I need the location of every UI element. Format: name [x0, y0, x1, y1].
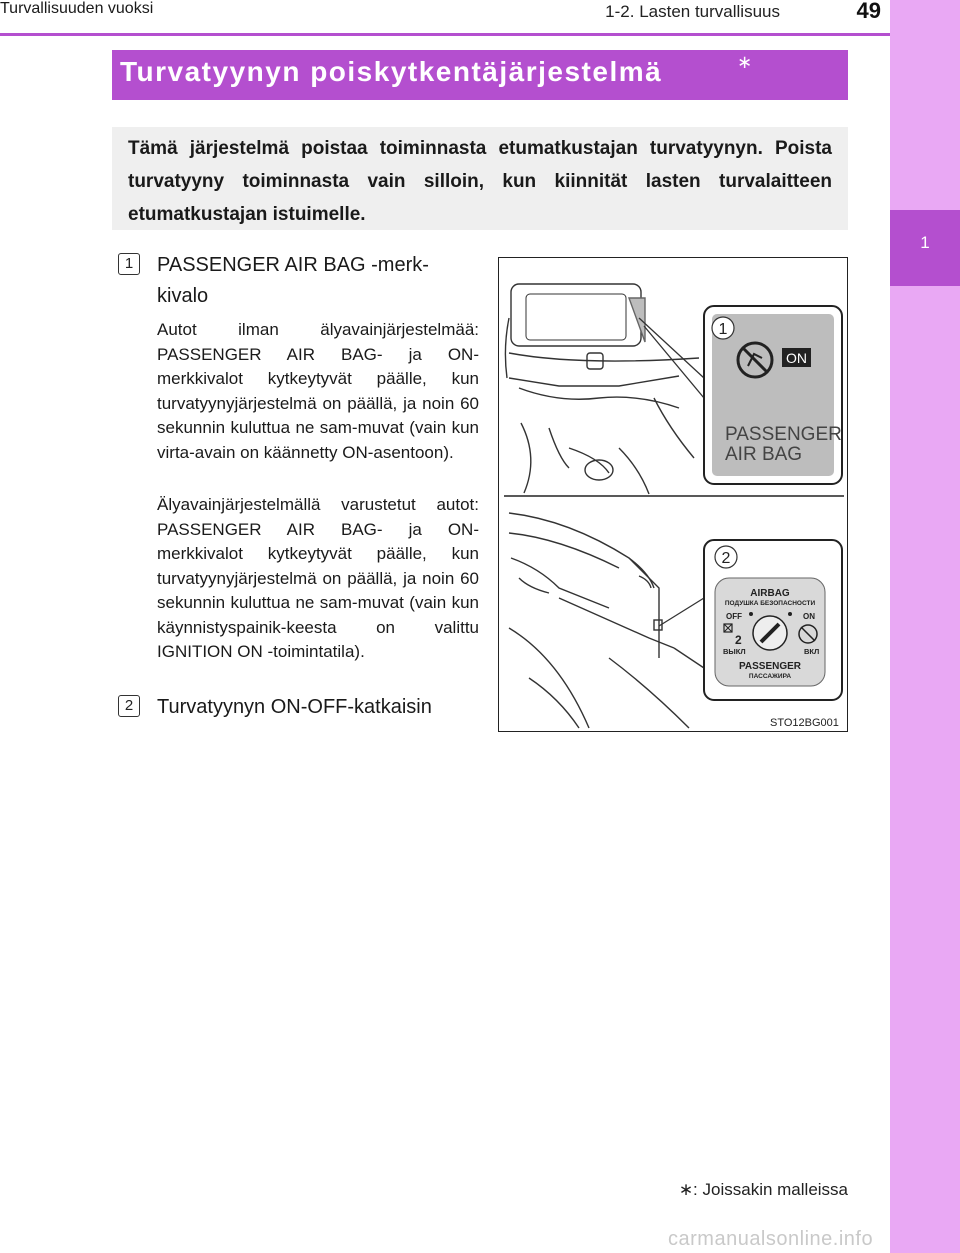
switch-key-number: 2 [735, 633, 742, 647]
item-title: Turvatyynyn ON-OFF-katkaisin [157, 696, 432, 718]
switch-title: AIRBAG [750, 588, 790, 599]
page-number: 49 [856, 0, 881, 23]
intro-text: Tämä järjestelmä poistaa toiminnasta etumatkustajan turvatyynyn. Poista turvatyyny toiminnasta vain silloin, kun kiinnität lasten turvalaitteen etumatkustajan istuimelle. [128, 138, 832, 225]
chapter-side-tab [890, 0, 960, 1253]
footnote: ∗: Joissakin malleissa [678, 1180, 848, 1199]
switch-off-ru-label: ВЫКЛ [723, 647, 746, 656]
item-number-badge: 2 [118, 695, 140, 717]
illustration-drawing [499, 258, 849, 733]
section-header: 1-2. Lasten turvallisuus [605, 2, 780, 21]
switch-passenger-label: PASSENGER [738, 661, 802, 672]
figure-caption: STO12BG001 [770, 717, 839, 729]
item-paragraph: Autot ilman älyavainjärjestelmää: PASSENGER AIR BAG- ja ON-merkkivalot kytkeytyvät päälle, kun turvatyynyjärjestelmä on päällä, ja noin 60 sekunnin kuluttua ne sam-muvat (vain kun virta-avain on käännetty ON-asentoon). [157, 320, 479, 462]
watermark: carmanualsonline.info [668, 1228, 874, 1250]
switch-title-ru: ПОДУШКА БЕЗОПАСНОСТИ [724, 600, 816, 607]
switch-on-ru-label: ВКЛ [804, 647, 820, 656]
switch-passenger-ru-label: ПАССАЖИРА [748, 673, 792, 680]
switch-on-label: ON [803, 612, 815, 621]
callout-2-number: 2 [721, 550, 731, 567]
chapter-number: 1 [920, 233, 930, 252]
item-title: PASSENGER AIR BAG -merk-kivalo [157, 254, 429, 307]
indicator-label-line1: PASSENGER [725, 424, 842, 445]
title-footnote-marker: ∗ [737, 52, 753, 72]
item-paragraph: Älyavainjärjestelmällä varustetut autot: PASSENGER AIR BAG- ja ON- merkkivalot kytkeytyvät päälle, kun turvatyynyjärjestelmä on päällä, ja noin 60 sekunnin kuluttua ne sam-muvat (vain kun käynnistyspainik-keesta on valittu IGNITION ON -toimintatila). [157, 495, 479, 661]
callout-1-number: 1 [718, 321, 728, 338]
item-number-badge: 1 [118, 253, 140, 275]
header-rule [0, 33, 890, 36]
switch-off-label: OFF [726, 612, 742, 621]
airbag-illustration [498, 257, 848, 732]
chapter-title: Turvallisuuden vuoksi [0, 0, 154, 17]
indicator-label-line2: AIR BAG [725, 444, 803, 465]
page-title: Turvatyynyn poiskytkentäjärjestelmä [120, 56, 663, 87]
indicator-on-label: ON [786, 350, 807, 366]
